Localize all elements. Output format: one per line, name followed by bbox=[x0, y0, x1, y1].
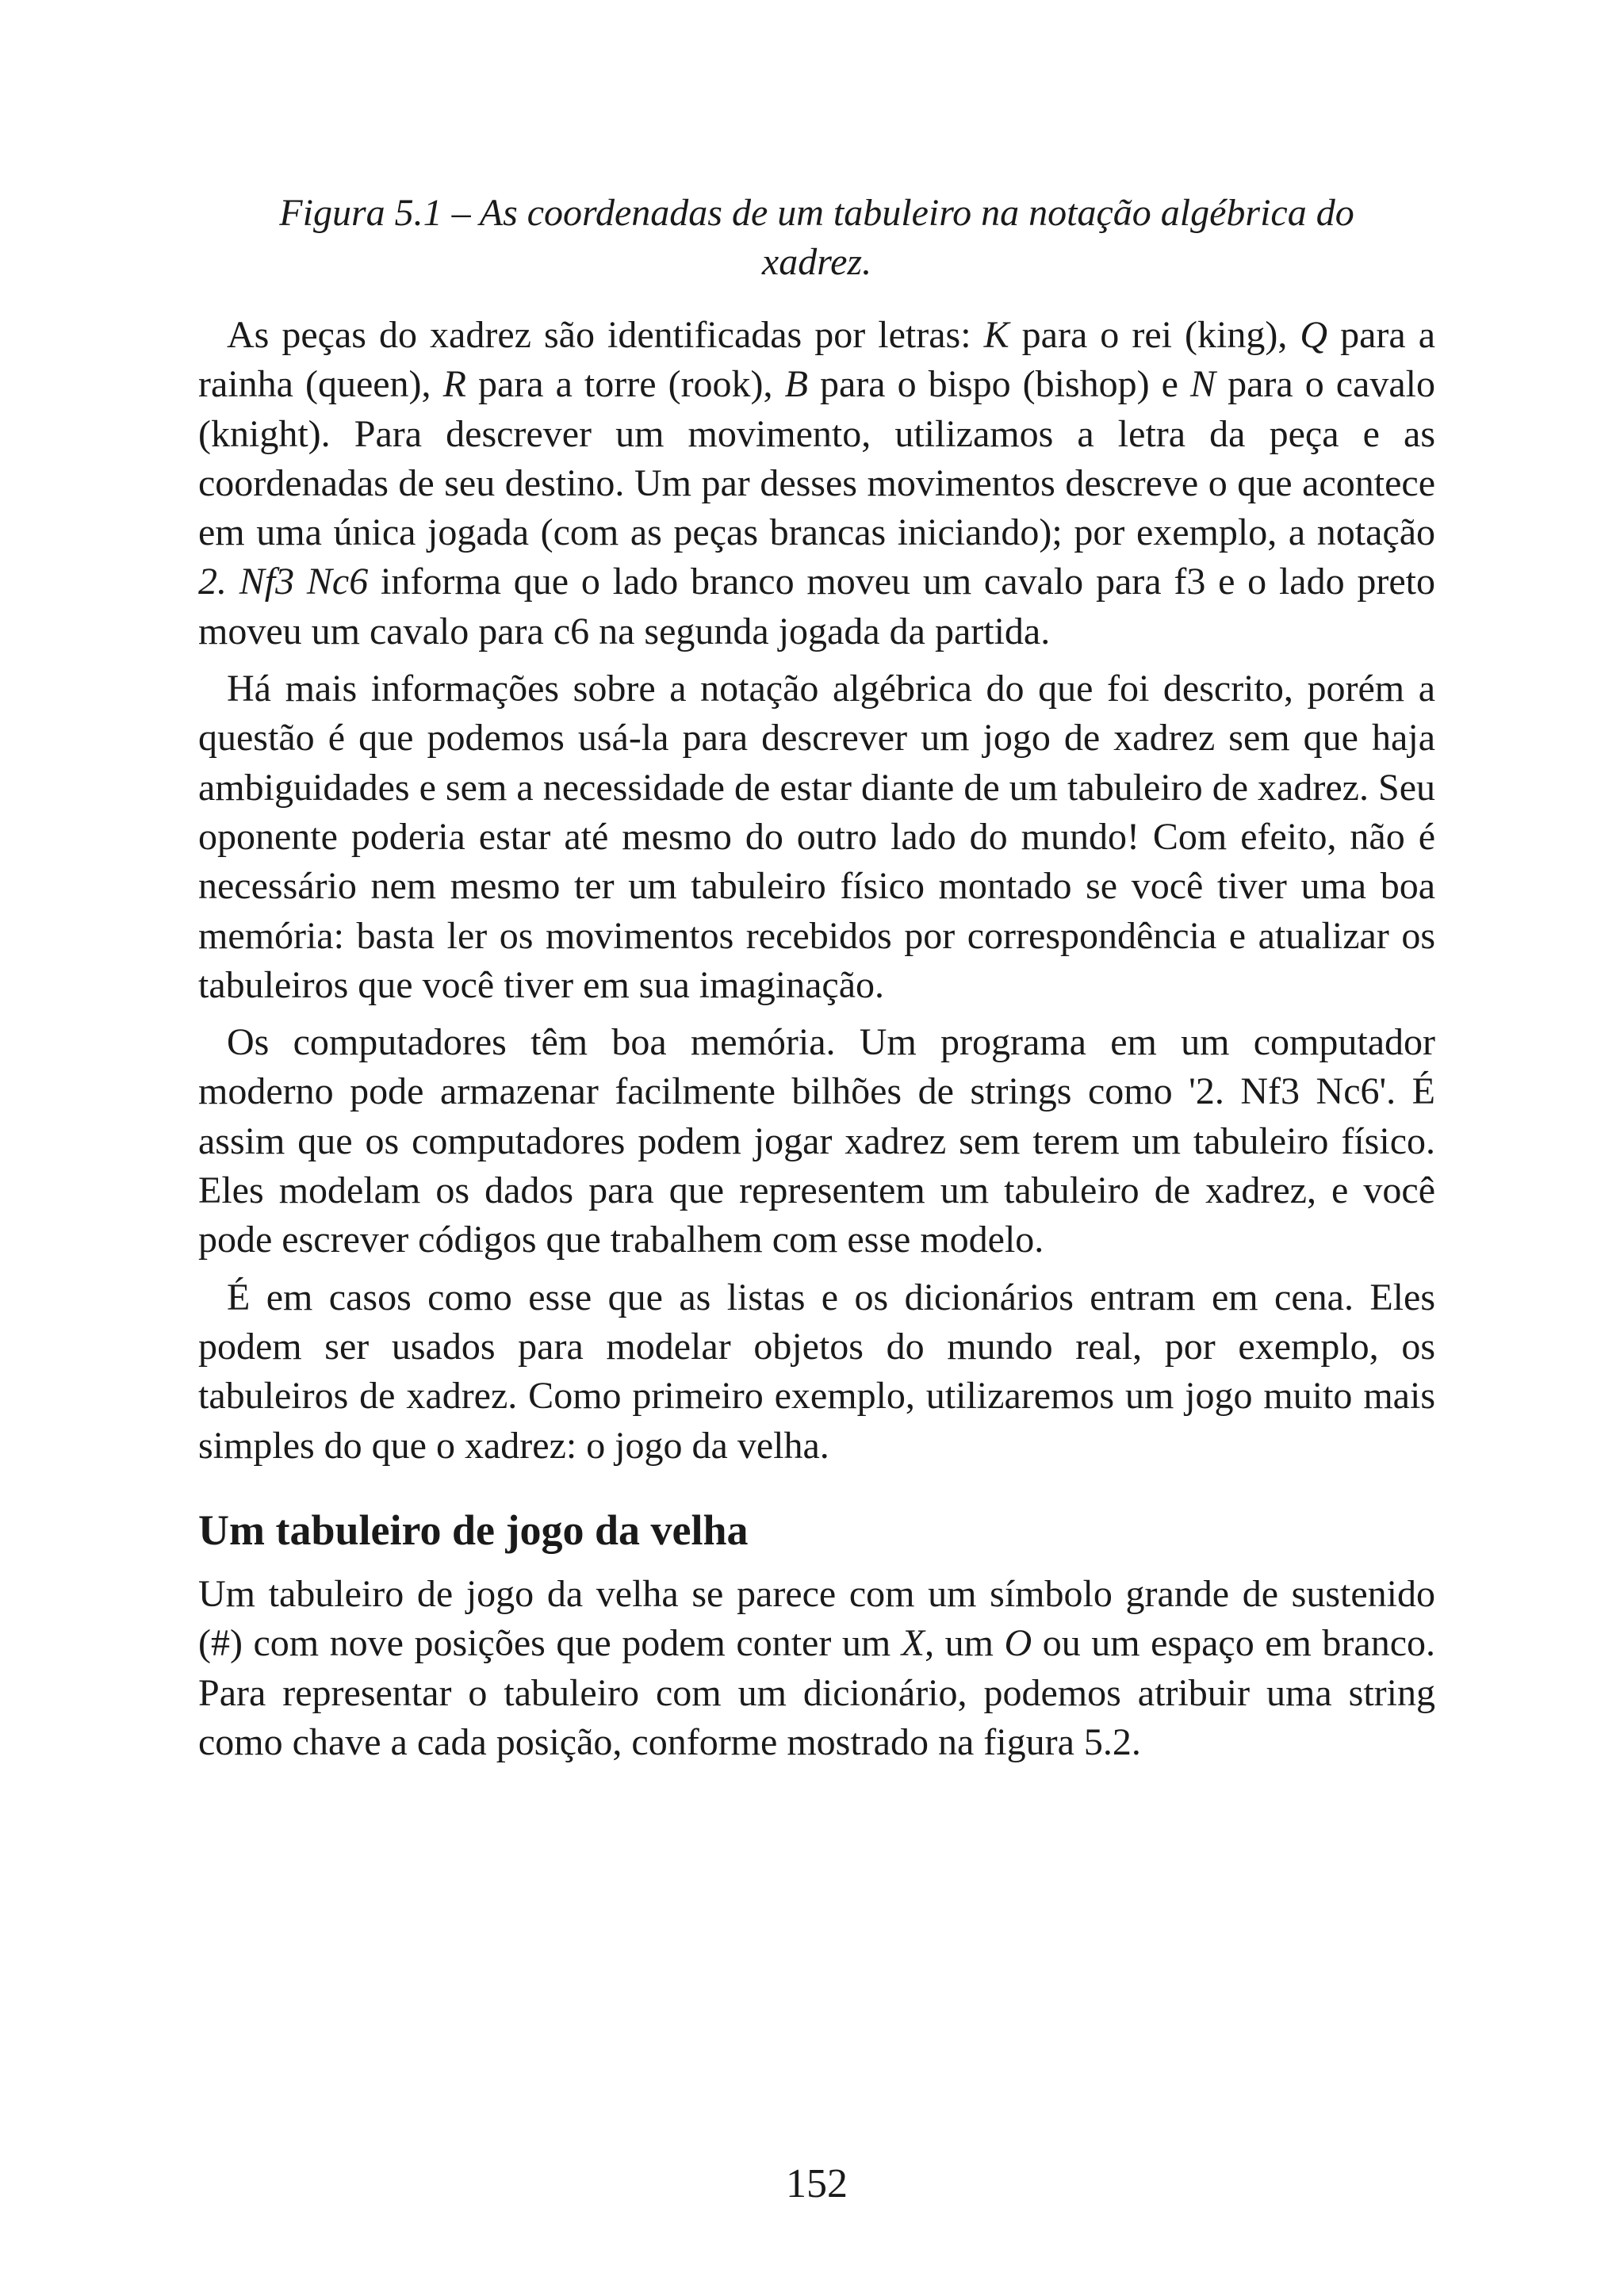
king-letter: K bbox=[983, 314, 1009, 356]
paragraph-tic-tac-toe bbox=[198, 1570, 1435, 1767]
text-run: As peças do xadrez são identificadas por letras: bbox=[227, 314, 984, 356]
figure-caption-line-1: Figura 5.1 – As coordenadas de um tabuleiro na notação algébrica do bbox=[279, 192, 1354, 234]
rook-letter: R bbox=[442, 363, 466, 406]
paragraph-algebraic-notation: Há mais informações sobre a notação algébrica do que foi descrito, porém a questão é que podemos usá-la para descrever um jogo de xadrez sem que haja ambiguidades e sem a necessidade de estar diante de um tabuleiro de xadrez. Seu oponente poderia estar até mesmo do outro lado do mundo! Com efeito, não é necessário nem mesmo ter um tabuleiro físico montado se você tiver uma boa memória: basta ler os movimentos recebidos por correspondência e atualizar os tabuleiros que você tiver em sua imaginação. bbox=[198, 668, 1435, 1006]
text-run: Um tabuleiro de jogo da velha se parece com um símbolo grande de sustenido (#) com nove posições que podem conter um bbox=[198, 1573, 1435, 1665]
section-body bbox=[198, 1570, 1435, 1767]
text-run: , um bbox=[925, 1622, 1005, 1665]
text-run: para o rei (king), bbox=[1009, 314, 1300, 356]
paragraph-chess-pieces bbox=[198, 311, 1435, 656]
figure-caption-line-2: xadrez. bbox=[761, 241, 872, 283]
text-run: para o cavalo (knight). Para descrever um movimento, utilizamos a letra da peça e as coordenadas de seu destino. Um par desses movimentos descreve o que acontece em uma única jogada (com as peças brancas iniciando); por exemplo, a notação bbox=[198, 363, 1436, 554]
x-letter: X bbox=[901, 1622, 925, 1665]
knight-letter: N bbox=[1190, 363, 1216, 406]
move-notation: 2. Nf3 Nc6 bbox=[198, 561, 369, 603]
text-run: para o bispo (bishop) e bbox=[807, 363, 1191, 406]
figure-caption bbox=[198, 189, 1435, 287]
body-text bbox=[198, 311, 1435, 1479]
bishop-letter: B bbox=[784, 363, 808, 406]
o-letter: O bbox=[1004, 1622, 1032, 1665]
text-run: ou um espaço em branco. Para representar o tabuleiro com um dicionário, podemos atribuir uma string como chave a cada posição, conforme mostrado na figura 5.2. bbox=[198, 1622, 1436, 1763]
text-run: para a torre (rook), bbox=[465, 363, 785, 406]
page-number: 152 bbox=[786, 2161, 848, 2206]
text-run: informa que o lado branco moveu um cavalo para f3 e o lado preto moveu um cavalo para c6 na segunda jogada da partida. bbox=[198, 561, 1436, 652]
section-heading: Um tabuleiro de jogo da velha bbox=[198, 1506, 749, 1554]
queen-letter: Q bbox=[1300, 314, 1328, 356]
paragraph-lists-dictionaries: É em casos como esse que as listas e os dicionários entram em cena. Eles podem ser usados para modelar objetos do mundo real, por exemplo, os tabuleiros de xadrez. Como primeiro exemplo, utilizaremos um jogo muito mais simples do que o xadrez: o jogo da velha. bbox=[198, 1276, 1435, 1467]
text-run: para a rainha (queen), bbox=[198, 314, 1436, 406]
paragraph-computer-memory: Os computadores têm boa memória. Um programa em um computador moderno pode armazenar facilmente bilhões de strings como '2. Nf3 Nc6'. É assim que os computadores podem jogar xadrez sem terem um tabuleiro físico. Eles modelam os dados para que representem um tabuleiro de xadrez, e você pode escrever códigos que trabalhem com esse modelo. bbox=[198, 1021, 1435, 1261]
